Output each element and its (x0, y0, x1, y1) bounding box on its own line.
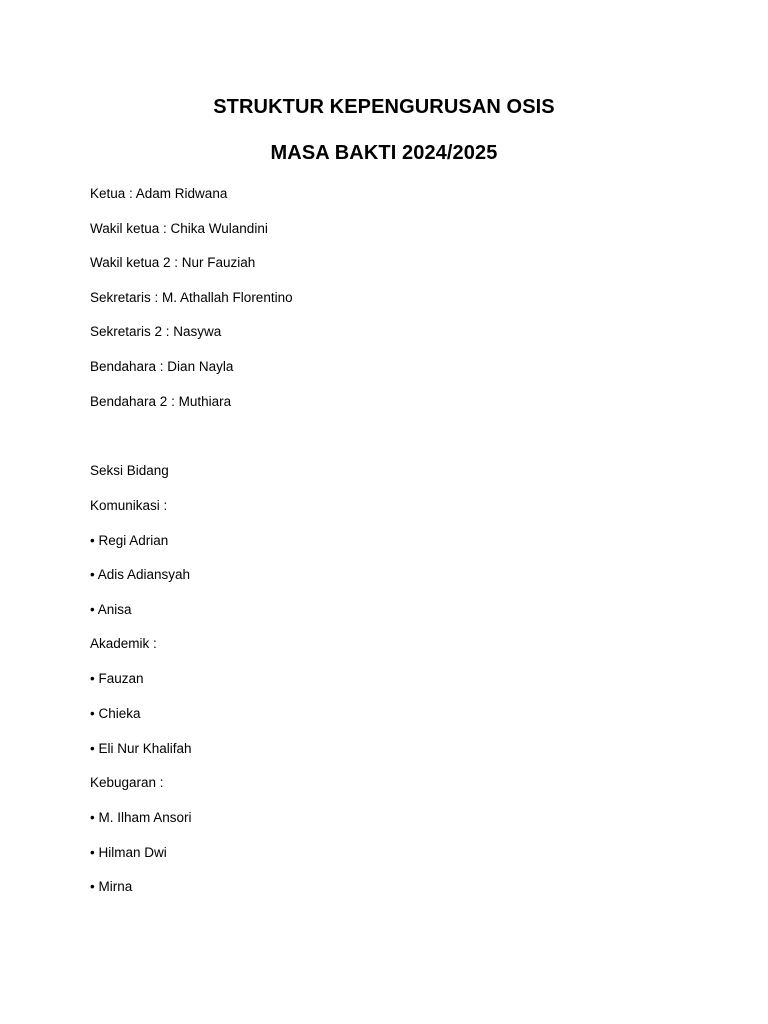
document-subtitle: MASA BAKTI 2024/2025 (270, 142, 498, 164)
list-item: • Chieka (90, 706, 141, 721)
officer-bendahara-2: Bendahara 2 : Muthiara (90, 394, 232, 409)
list-item: • Mirna (90, 879, 133, 894)
officer-sekretaris-2: Sekretaris 2 : Nasywa (90, 324, 222, 339)
list-item: • Hilman Dwi (90, 845, 167, 860)
list-item: • Eli Nur Khalifah (90, 741, 192, 756)
officer-bendahara: Bendahara : Dian Nayla (90, 359, 234, 374)
section-heading: Seksi Bidang (90, 463, 169, 478)
list-item: • Fauzan (90, 671, 144, 686)
division-komunikasi-label: Komunikasi : (90, 498, 168, 513)
list-item: • Anisa (90, 602, 132, 617)
officer-wakil-ketua-2: Wakil ketua 2 : Nur Fauziah (90, 255, 256, 270)
list-item: • Regi Adrian (90, 533, 169, 548)
document-title: STRUKTUR KEPENGURUSAN OSIS (213, 96, 555, 118)
list-item: • M. Ilham Ansori (90, 810, 192, 825)
officer-ketua: Ketua : Adam Ridwana (90, 186, 228, 201)
officer-sekretaris: Sekretaris : M. Athallah Florentino (90, 290, 293, 305)
officer-wakil-ketua: Wakil ketua : Chika Wulandini (90, 221, 268, 236)
division-kebugaran-label: Kebugaran : (90, 775, 164, 790)
list-item: • Adis Adiansyah (90, 567, 191, 582)
division-akademik-label: Akademik : (90, 636, 157, 651)
